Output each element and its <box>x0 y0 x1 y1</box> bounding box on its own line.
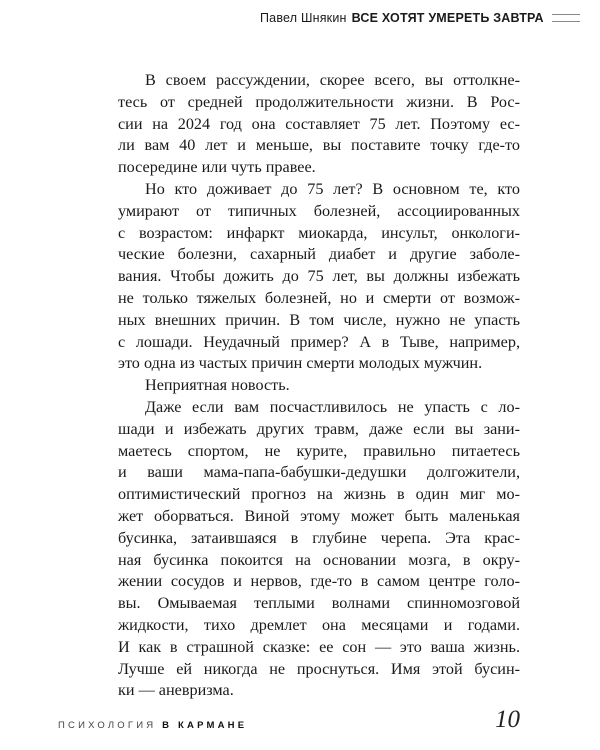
text-line: жидкости, тихо дремлет она месяцами и годами. <box>118 615 520 634</box>
text-line: В своем рассуждении, скорее всего, вы оттолкне- <box>145 71 520 89</box>
text-line: маетесь спортом, не курите, правильно питаетесь <box>118 441 520 460</box>
text-line: тесь от средней продолжительности жизни. В Рос- <box>118 92 520 111</box>
text-line: это одна из частых причин смерти молодых мужчин. <box>118 354 483 373</box>
series-title-light: ПСИХОЛОГИЯ <box>58 720 157 731</box>
text-line: И как в страшной сказке: ее сон — это ваша жизнь. <box>118 637 520 656</box>
page-footer <box>58 706 520 742</box>
text-line: сии на 2024 год она составляет 75 лет. Поэтому ес- <box>118 114 520 133</box>
text-line: ки — аневризма. <box>118 681 234 700</box>
page-number: 10 <box>495 706 520 733</box>
header-rule <box>552 14 580 22</box>
text-line: умирают от типичных болезней, ассоциированных <box>118 201 520 220</box>
text-line: шади и избежать других травм, даже если вы зани- <box>118 419 520 438</box>
text-line: не только тяжелых болезней, но и смерти от возмож- <box>118 288 520 307</box>
text-line: посередине или чуть правее. <box>118 158 316 177</box>
text-line: Неприятная новость. <box>145 376 290 395</box>
series-title-bold: В КАРМАНЕ <box>162 720 248 731</box>
text-line: ческие болезни, сахарный диабет и другие заболе- <box>118 245 520 264</box>
text-line: Даже если вам посчастливилось не упасть с ло- <box>145 397 520 416</box>
text-line: Но кто доживает до 75 лет? В основном те, кто <box>145 179 520 198</box>
page-body-text <box>118 70 520 702</box>
text-line: оптимистический прогноз на жизнь в один миг мо- <box>118 485 520 504</box>
text-line: с возрастом: инфаркт миокарда, инсульт, онкологи- <box>118 223 520 242</box>
text-line: с лошади. Неудачный пример? А в Тыве, например, <box>118 332 520 351</box>
text-line: бусинка, затаившаяся в глубине черепа. Эта крас- <box>118 528 520 547</box>
text-line: ных внешних причин. В том числе, нужно не упасть <box>118 310 520 329</box>
text-line: ли вам 40 лет и меньше, вы поставите точку где-то <box>118 136 520 155</box>
text-line: жет оборваться. Виной этому может быть маленькая <box>118 506 520 525</box>
text-line: жении сосудов и нервов, где-то в самом центре голо- <box>118 572 520 591</box>
text-line: Лучше ей никогда не проснуться. Имя этой бусин- <box>118 659 520 678</box>
text-line: вания. Чтобы дожить до 75 лет, вы должны избежать <box>118 267 520 286</box>
running-header <box>260 8 580 28</box>
text-line: и ваши мама-папа-бабушки-дедушки долгожители, <box>118 463 520 482</box>
series-title <box>58 720 247 731</box>
header-author: Павел Шнякин <box>260 11 347 25</box>
text-line: вы. Омываемая теплыми волнами спинномозговой <box>118 594 520 613</box>
text-line: ная бусинка покоится на основании мозга, в окру- <box>118 550 520 569</box>
header-book-title: ВСЕ ХОТЯТ УМЕРЕТЬ ЗАВТРА <box>351 11 544 25</box>
